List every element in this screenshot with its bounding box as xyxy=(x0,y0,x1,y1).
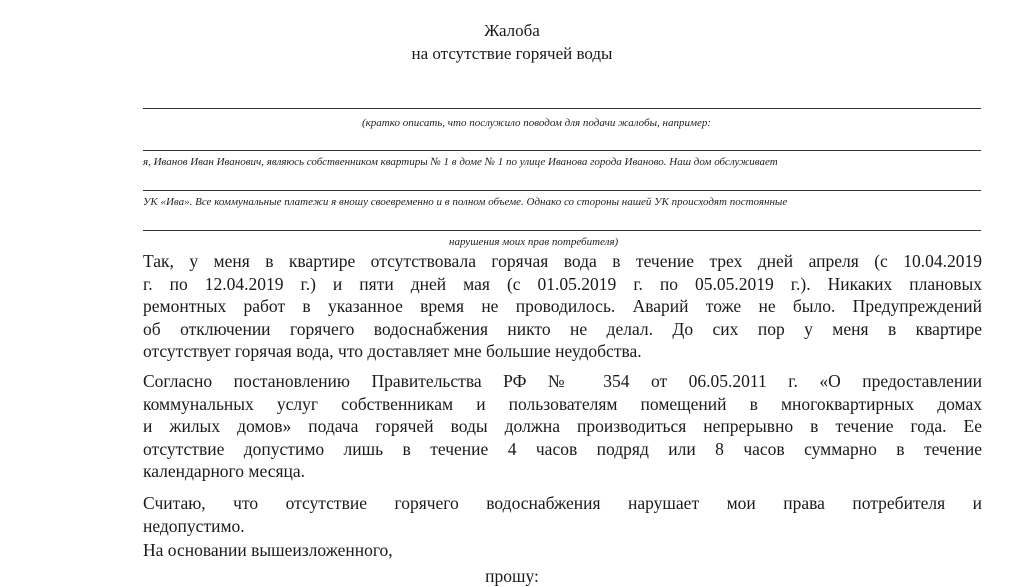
blank-line-1 xyxy=(143,108,981,109)
paragraph-law xyxy=(143,370,982,483)
sample-text-2: УК «Ива». Все коммунальные платежи я вношу своевременно и в полном объеме. Однако со стороны нашей УК происходят постоянные xyxy=(143,196,788,208)
paragraph-facts xyxy=(143,250,982,363)
text-line: календарного месяца. xyxy=(143,461,306,481)
text-line: Согласно постановлению Правительства РФ № 354 от 06.05.2011 г. «О предоставлении xyxy=(143,371,982,391)
text-line: отсутствие допустимо лишь в течение 4 часов подряд или 8 часов суммарно в течение xyxy=(143,438,982,459)
text-line: об отключении горячего водоснабжения никто не делал. До сих пор у меня в квартире xyxy=(143,318,982,339)
hint-text-1: (кратко описать, что послужило поводом для подачи жалобы, например: xyxy=(362,117,712,129)
document-subtitle: на отсутствие горячей воды xyxy=(411,44,613,63)
text-line: ремонтных работ в указанное время не проводилось. Аварий тоже не было. Предупреждений xyxy=(143,296,982,316)
text-line: и жилых домов» подача горячей воды должна производиться непрерывно в течение года. Ее xyxy=(143,416,982,436)
sample-text-1: я, Иванов Иван Иванович, являюсь собственником квартиры № 1 в доме № 1 по улице Иванова города Иваново. Наш дом обслуживает xyxy=(143,156,778,168)
text-line: недопустимо. xyxy=(143,515,245,536)
paragraph-conclusion xyxy=(143,492,982,537)
blank-line-2 xyxy=(143,150,981,151)
text-line: отсутствует горячая вода, что доставляет мне большие неудобства. xyxy=(143,341,642,361)
document-title: Жалоба xyxy=(484,21,540,40)
text-line: Считаю, что отсутствие горячего водоснабжения нарушает мои права потребителя и xyxy=(143,493,982,513)
text-line: На основании вышеизложенного, xyxy=(143,540,393,560)
blank-line-3 xyxy=(143,190,981,191)
blank-line-4 xyxy=(143,230,981,231)
text-line: Так, у меня в квартире отсутствовала горячая вода в течение трех дней апреля (с 10.04.2019 xyxy=(143,251,982,271)
paragraph-basis xyxy=(143,539,982,562)
text-line: г. по 12.04.2019 г.) и пяти дней мая (с 01.05.2019 г. по 05.05.2019 г.). Никаких плановых xyxy=(143,273,982,294)
request-heading: прошу: xyxy=(485,566,539,586)
text-line: коммунальных услуг собственникам и пользователям помещений в многоквартирных домах xyxy=(143,393,982,414)
hint-text-2: нарушения моих прав потребителя) xyxy=(449,236,619,248)
